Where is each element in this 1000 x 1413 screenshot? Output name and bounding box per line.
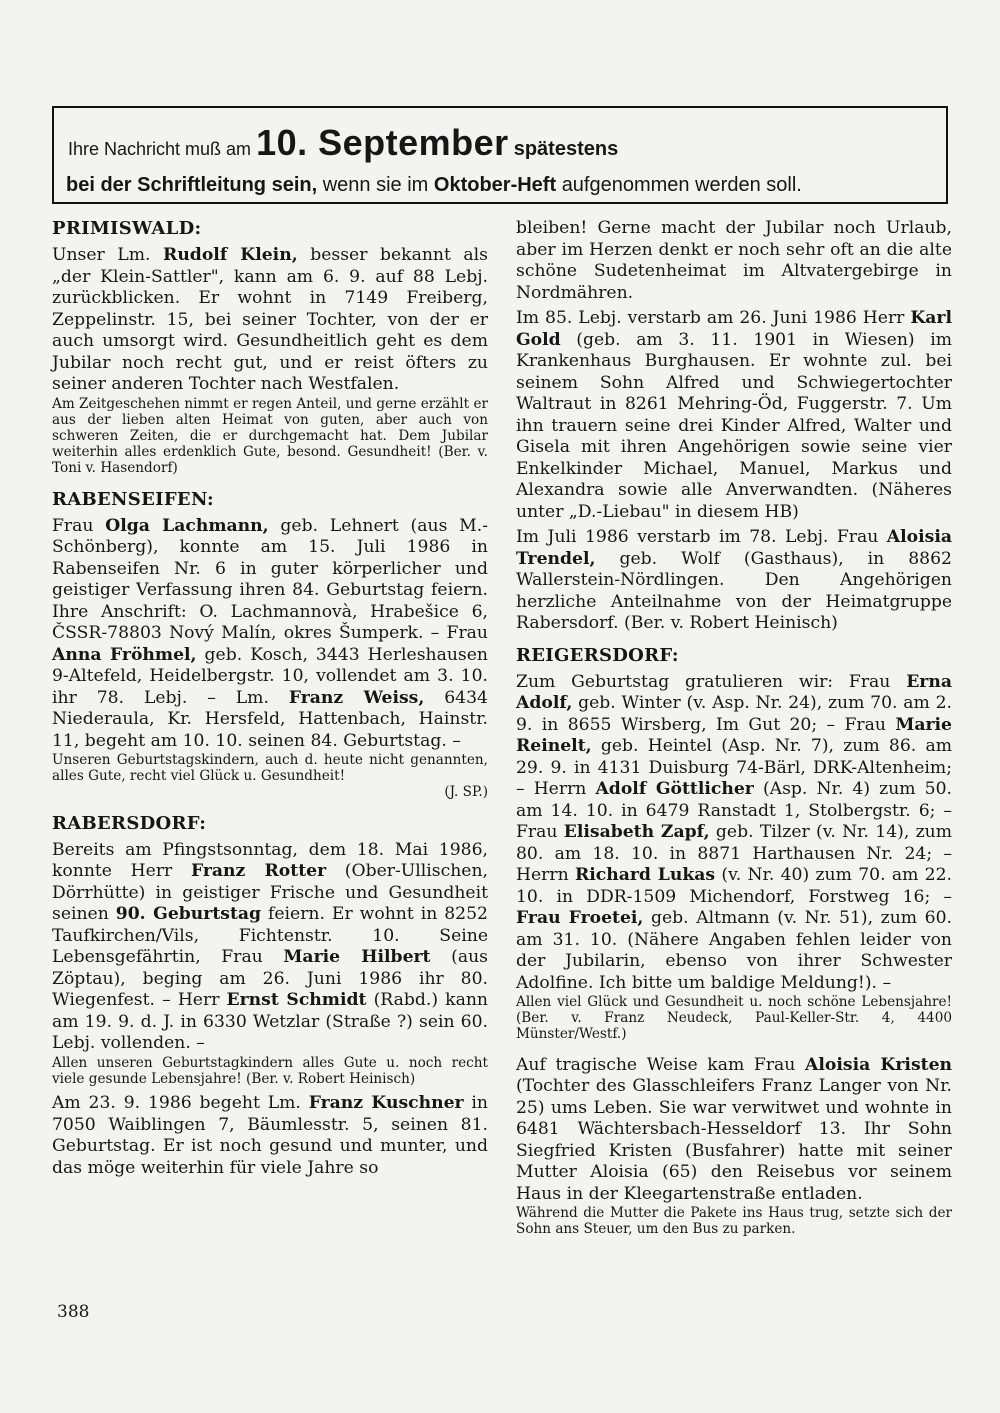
heading-rabersdorf: RABERSDORF: [52,812,207,834]
rabersdorf-paragraph-1: Bereits am Pfingstsonntag, dem 18. Mai 1986, konnte Herr Franz Rotter (Ober-Ullischen, Dörrhütte) in geistiger Frische und Gesundheit seinen 90. Geburtstag feiern. Er wohnt in 8252 Taufkirchen/Vils, Fichtenstr. 10. Seine Lebensgefährtin, Frau Marie Hilbert (aus Zöptau), beging am 26. Juni 1986 ihr 80. Wiegenfest. – Herr Ernst Schmidt (Rabd.) kann am 19. 9. d. J. in 6330 Wetzlar (Straße ?) sein 60. Lebj. vollenden. – [52,839,489,1054]
left-column [52,218,488,1179]
deadline-line-2: bei der Schriftleitung sein, wenn sie im Oktober-Heft aufgenommen werden soll. [66,174,802,196]
deadline-notice-box [52,106,948,204]
rabenseifen-signature: (J. SP.) [444,784,488,801]
rabenseifen-paragraph-2: Unseren Geburtstagskindern, auch d. heute nicht genannten, alles Gute, recht viel Glück u. Gesundheit! (J. SP.) [52,752,488,801]
deadline-date: 10. September [256,122,509,163]
page-number: 388 [57,1302,90,1322]
rabenseifen-paragraph-1: Frau Olga Lachmann, geb. Lehnert (aus M.-Schönberg), konnte am 15. Juli 1986 in Rabenseifen Nr. 6 in guter körperlicher und geistiger Verfassung ihren 84. Geburtstag feiern. Ihre Anschrift: O. Lachmannovà, Hrabešice 6, ČSSR-78803 Nový Malín, okres Šumperk. – Frau Anna Fröhmel, geb. Kosch, 3443 Herleshausen 9-Altefeld, Heidelbergstr. 10, vollendet am 3. 10. ihr 78. Lebj. – Lm. Franz Weiss, 6434 Niederaula, Kr. Hersfeld, Hattenbach, Hainstr. 11, begeht am 10. 10. seinen 84. Geburtstag. – [52,515,489,751]
deadline-line-1: Ihre Nachricht muß am 10. September spätestens [68,122,619,163]
primiswald-paragraph-2: Am Zeitgeschehen nimmt er regen Anteil, und gerne erzählt er aus der lieben alten Heimat von guten, aber auch von schweren Zeiten, die er durchgemacht hat. Dem Jubilar weiterhin alles erdenklich Gute, besond. Gesundheit! (Ber. v. Toni v. Hasendorf) [52,395,488,477]
right-column [516,218,952,1240]
primiswald-paragraph-3: bleiben! Gerne macht der Jubilar noch Urlaub, aber im Herzen denkt er noch sehr oft an die alte schöne Sudetenheimat im Altvatergebirge in Nordmähren. [516,218,952,303]
reigersdorf-paragraph-2: Allen viel Glück und Gesundheit u. noch schöne Lebensjahre! (Ber. v. Franz Neudeck, Paul-Keller-Str. 4, 4400 Münster/Westf.) [516,994,952,1043]
heading-primiswald: PRIMISWALD: [52,218,202,239]
primiswald-paragraph-1: Unser Lm. Rudolf Klein, besser bekannt als „der Klein-Sattler", kann am 6. 9. auf 88 Lebj. zurückblicken. Er wohnt in 7149 Freiberg, Zeppelinstr. 15, bei seiner Tochter, von der er auch umsorgt wird. Gesundheitlich geht es dem Jubilar noch recht gut, und er reist öfters zu seiner anderen Tochter nach Westfalen. [52,245,488,394]
primiswald-paragraph-4: Im 85. Lebj. verstarb am 26. Juni 1986 Herr Karl Gold (geb. am 3. 11. 1901 in Wiesen) im Krankenhaus Burghausen. Er wohnte zul. bei seinem Sohn Alfred und Schwiegertochter Waltraut in 8261 Mehring-Öd, Fuggerstr. 7. Um ihn trauern seine drei Kinder Alfred, Walter und Gisela mit ihren Angehörigen sowie seine vier Enkelkinder Michael, Manuel, Markus und Alexandra sowie alle Anverwandten. (Näheres unter „D.-Liebau" in diesem HB) [516,308,952,522]
heading-rabenseifen: RABENSEIFEN: [52,488,215,510]
reigersdorf-paragraph-1: Zum Geburtstag gratulieren wir: Frau Erna Adolf, geb. Winter (v. Asp. Nr. 24), zum 70. am 2. 9. in 8655 Wirsberg, Im Gut 20; – Frau Marie Reinelt, geb. Heintel (Asp. Nr. 7), zum 86. am 29. 9. in 4131 Duisburg 74-Bärl, DRK-Altenheim; – Herrn Adolf Göttlicher (Asp. Nr. 4) zum 50. am 14. 10. in 6479 Ranstadt 1, Stolbergstr. 6; – Frau Elisabeth Zapf, geb. Tilzer (v. Nr. 14), zum 80. am 18. 10. in 8871 Harthausen Nr. 24; – Herrn Richard Lukas (v. Nr. 40) zum 70. am 22. 10. in DDR-1509 Michendorf, Forstweg 16; – Frau Froetei, geb. Altmann (v. Nr. 51), zum 60. am 31. 10. (Nähere Angaben fehlen leider von der Jubilarin, ebenso von ihrer Schwester Adolfine. Ich bitte um baldige Meldung!). – [516,671,953,993]
rabersdorf-paragraph-2: Allen unseren Geburtstagkindern alles Gute u. noch recht viele gesunde Lebensjahre! (Ber. v. Robert Heinisch) [52,1054,488,1087]
heading-reigersdorf: REIGERSDORF: [516,644,679,666]
rabersdorf-paragraph-3: Am 23. 9. 1986 begeht Lm. Franz Kuschner in 7050 Waiblingen 7, Bäumlesstr. 5, seinen 81. Geburtstag. Er ist noch gesund und munter, und das möge weiterhin für viele Jahre so [52,1093,488,1178]
reigersdorf-paragraph-4: Während die Mutter die Pakete ins Haus trug, setzte sich der Sohn ans Steuer, um den Bus zu parken. [516,1205,952,1238]
reigersdorf-paragraph-3: Auf tragische Weise kam Frau Aloisia Kristen (Tochter des Glasschleifers Franz Langer von Nr. 25) ums Leben. Sie war verwitwet und wohnte in 6481 Wächtersbach-Hesseldorf 13. Ihr Sohn Siegfried Kristen (Busfahrer) hatte mit seiner Mutter Aloisia (65) den Reisebus vor seinem Haus in der Kleegartenstraße entladen. [516,1054,952,1204]
primiswald-paragraph-5: Im Juli 1986 verstarb im 78. Lebj. Frau Aloisia Trendel, geb. Wolf (Gasthaus), in 8862 Wallerstein-Nördlingen. Den Angehörigen herzliche Anteilnahme von der Heimatgruppe Rabersdorf. (Ber. v. Robert Heinisch) [516,527,952,633]
